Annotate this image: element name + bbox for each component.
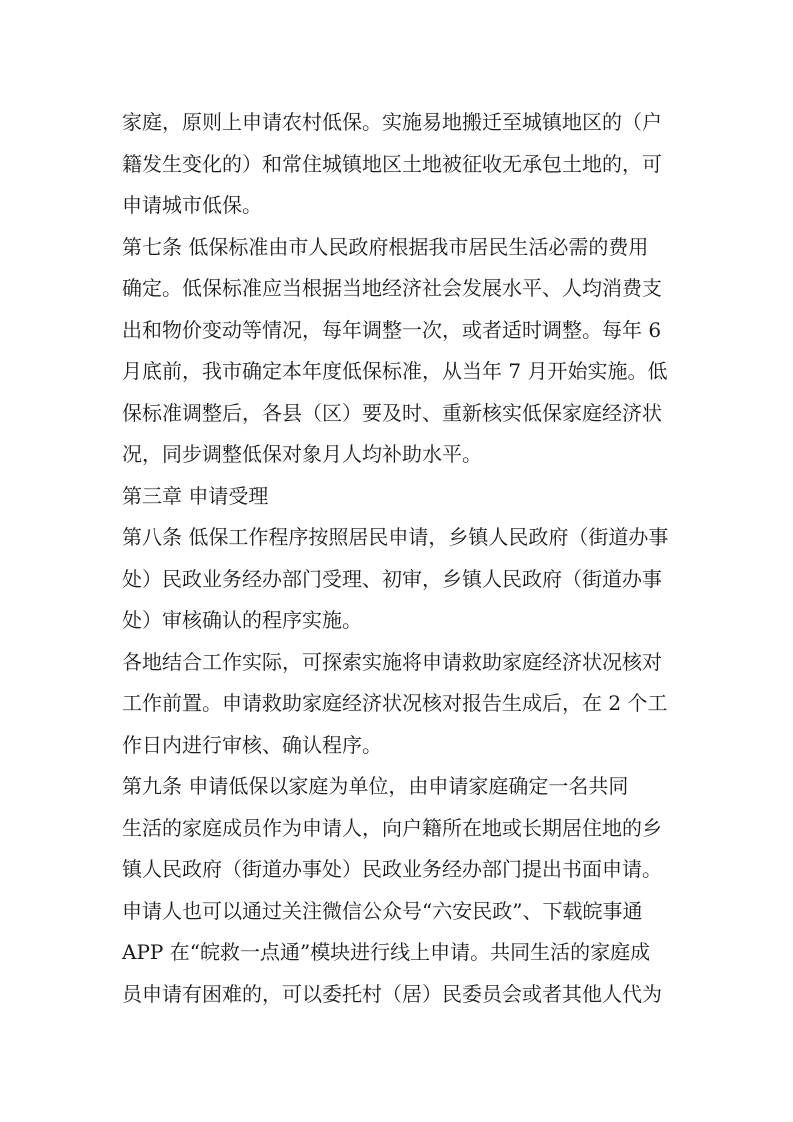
text-line: 家庭，原则上申请农村低保。实施易地搬迁至城镇地区的（户 xyxy=(122,110,662,134)
text-line: 出和物价变动等情况，每年调整一次，或者适时调整。每年 6 xyxy=(122,318,662,342)
article-8-heading-line: 第八条 低保工作程序按照居民申请，乡镇人民政府（街道办事 xyxy=(122,525,669,549)
text-line: 员申请有困难的，可以委托村（居）民委员会或者其他人代为 xyxy=(122,982,662,1006)
article-9-heading-line: 第九条 申请低保以家庭为单位，由申请家庭确定一名共同 xyxy=(122,774,629,798)
text-line: 申请城市低保。 xyxy=(122,193,262,217)
text-line: 镇人民政府（街道办事处）民政业务经办部门提出书面申请。 xyxy=(122,857,662,881)
text-line: 工作前置。申请救助家庭经济状况核对报告生成后，在 2 个工 xyxy=(122,691,668,715)
text-line: 申请人也可以通过关注微信公众号“六安民政”、下载皖事通 xyxy=(122,899,643,923)
article-7-heading-line: 第七条 低保标准由市人民政府根据我市居民生活必需的费用 xyxy=(122,235,649,259)
text-line: APP 在“皖救一点通”模块进行线上申请。共同生活的家庭成 xyxy=(122,940,651,964)
text-line: 保标准调整后，各县（区）要及时、重新核实低保家庭经济状 xyxy=(122,401,662,425)
text-line: 处）民政业务经办部门受理、初审，乡镇人民政府（街道办事 xyxy=(122,567,662,591)
text-line: 生活的家庭成员作为申请人，向户籍所在地或长期居住地的乡 xyxy=(122,816,662,840)
text-line: 月底前，我市确定本年度低保标准，从当年 7 月开始实施。低 xyxy=(122,359,668,383)
text-line: 处）审核确认的程序实施。 xyxy=(122,608,362,632)
chapter-3-heading: 第三章 申请受理 xyxy=(122,484,269,508)
text-line: 确定。低保标准应当根据当地经济社会发展水平、人均消费支 xyxy=(122,276,662,300)
text-line: 况，同步调整低保对象月人均补助水平。 xyxy=(122,442,482,466)
text-line: 籍发生变化的）和常住城镇地区土地被征收无承包土地的，可 xyxy=(122,152,662,176)
text-line: 作日内进行审核、确认程序。 xyxy=(122,733,382,757)
text-line: 各地结合工作实际，可探索实施将申请救助家庭经济状况核对 xyxy=(122,650,662,674)
